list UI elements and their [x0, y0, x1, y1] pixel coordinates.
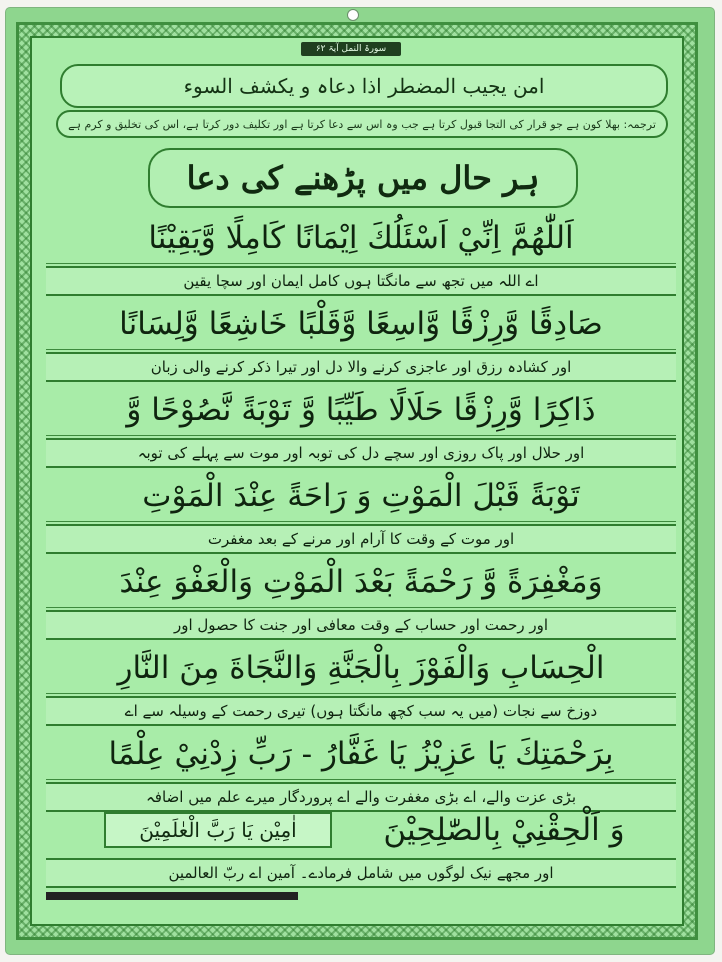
urdu-line-5: اور رحمت اور حساب کے وقت معافی اور جنت کا حصول اور: [46, 610, 676, 640]
quran-verse: امن یجیب المضطر اذا دعاہ و یکشف السوء: [60, 64, 668, 108]
urdu-line-2: اور کشادہ رزق اور عاجزی کرنے والا دل اور تیرا ذکر کرنے والی زبان: [46, 352, 676, 382]
urdu-line-4: اور موت کے وقت کا آرام اور مرنے کے بعد مغفرت: [46, 524, 676, 554]
arabic-line-3: ذَاكِرًا وَّرِزْقًا حَلَالًا طَيِّبًا وَّ تَوْبَةً نَّصُوْحًا وَّ: [46, 384, 676, 436]
verse-translation: ترجمہ: بھلا کون ہے جو قرار کی التجا قبول کرتا ہے جب وہ اس سے دعا کرتا ہے اور تکلیف دور کرتا ہے، اس کی تخلیق و کرم ہے: [56, 110, 668, 138]
arabic-line-6: الْحِسَابِ وَالْفَوْزَ بِالْجَنَّةِ وَالنَّجَاةَ مِنَ النَّارِ: [46, 642, 676, 694]
urdu-line-7: بڑی عزت والے، اے بڑی مغفرت والے اے پروردگار میرے علم میں اضافہ: [46, 782, 676, 812]
arabic-line-4: تَوْبَةً قَبْلَ الْمَوْتِ وَ رَاحَةً عِنْدَ الْمَوْتِ: [46, 470, 676, 522]
bottom-bar: [46, 892, 298, 900]
urdu-line-1: اے اللہ میں تجھ سے مانگتا ہوں کامل ایمان اور سچا یقین: [46, 266, 676, 296]
urdu-line-3: اور حلال اور پاک روزی اور سچے دل کی توبہ اور موت سے پہلے کی توبہ: [46, 438, 676, 468]
arabic-line-1: اَللّٰهُمَّ اِنِّيْ اَسْئَلُكَ اِيْمَانًا كَامِلًا وَّيَقِيْنًا: [46, 212, 676, 264]
surah-badge: سورۃ النمل آیۃ ۶۲: [301, 42, 401, 56]
arabic-line-2: صَادِقًا وَّرِزْقًا وَّاسِعًا وَّقَلْبًا خَاشِعًا وَّلِسَانًا: [46, 298, 676, 350]
amin-box: اٰمِيْن يَا رَبَّ الْعٰلَمِيْنَ: [104, 812, 332, 848]
arabic-line-7: بِرَحْمَتِكَ يَا عَزِيْزُ يَا غَفَّارُ - رَبِّ زِدْنِيْ عِلْمًا: [46, 728, 676, 780]
arabic-line-5: وَمَغْفِرَةً وَّ رَحْمَةً بَعْدَ الْمَوْتِ وَالْعَفْوَ عِنْدَ: [46, 556, 676, 608]
urdu-line-6: دوزخ سے نجات (میں یہ سب کچھ مانگتا ہوں) تیری رحمت کے وسیلہ سے اے: [46, 696, 676, 726]
urdu-line-8: اور مجھے نیک لوگوں میں شامل فرمادے۔ آمین اے ربّ العالمین: [46, 858, 676, 888]
hanging-hole: [347, 9, 359, 21]
page-title: ہر حال میں پڑھنے کی دعا: [148, 148, 578, 208]
arabic-line-8: وَ اَلْحِقْنِيْ بِالصّٰلِحِيْنَ: [383, 812, 625, 848]
